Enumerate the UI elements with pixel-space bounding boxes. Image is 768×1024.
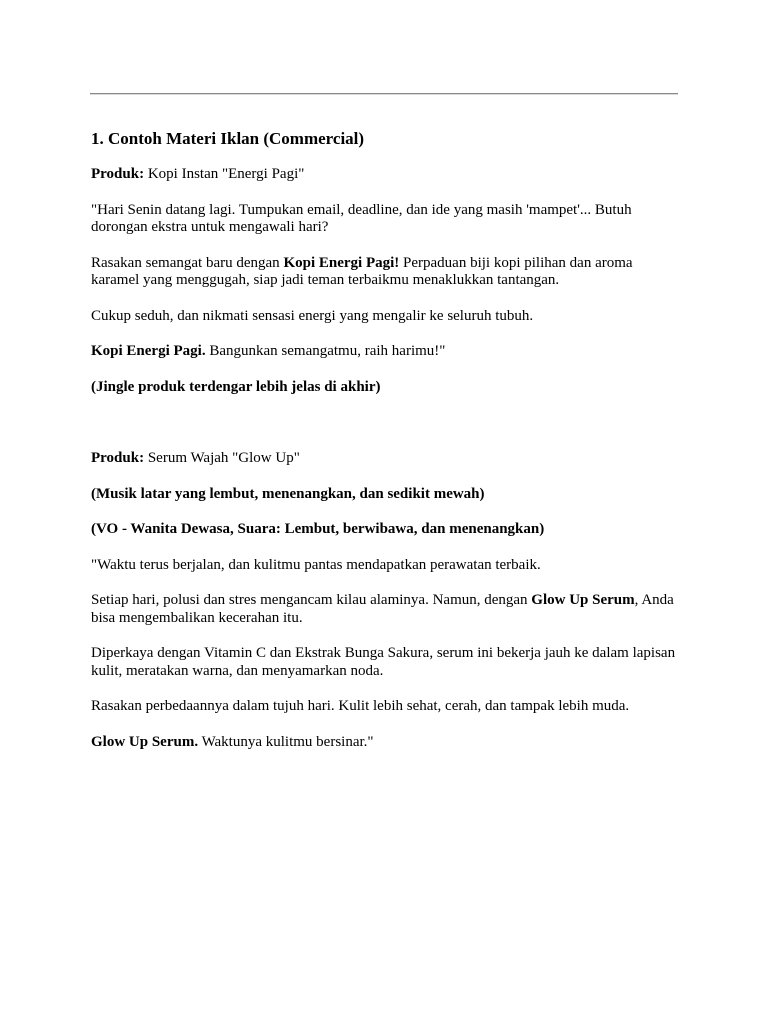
ad1-product-line [91, 166, 681, 184]
ad2-paragraph-2-rest: , Anda bisa mengembalikan kecerahan itu. [91, 592, 674, 626]
ad1-paragraph-4-brand: Kopi Energi Pagi. [91, 343, 206, 359]
section-title: 1. Contoh Materi Iklan (Commercial) [91, 129, 365, 148]
ad1-jingle-note-text: (Jingle produk terdengar lebih jelas di akhir) [91, 378, 381, 395]
ad2-paragraph-2-lead: Setiap hari, polusi dan stres mengancam kilau alaminya. Namun, dengan [91, 592, 532, 608]
ad1-paragraph-1: "Hari Senin datang lagi. Tumpukan email, deadline, dan ide yang masih 'mampet'... Butuh dorongan ekstra untuk mengawali hari? [91, 201, 632, 235]
ad2-vo-note-text: (VO - Wanita Dewasa, Suara: Lembut, berwibawa, dan menenangkan) [91, 521, 545, 537]
ad2-paragraph-5 [91, 734, 681, 752]
ad1-paragraph-2 [91, 255, 681, 290]
ad2-paragraph-1: "Waktu terus berjalan, dan kulitmu pantas mendapatkan perawatan terbaik. [91, 556, 541, 573]
ad2-music-note-text: (Musik latar yang lembut, menenangkan, dan sedikit mewah) [91, 485, 485, 502]
ad2-product-line [91, 450, 681, 468]
document-content [91, 128, 681, 751]
ad2-paragraph-2-brand: Glow Up Serum [531, 592, 635, 608]
ad1-paragraph-2-rest: Perpaduan biji kopi pilihan dan aroma karamel yang menggugah, siap jadi teman terbaikmu menaklukkan tantangan. [91, 254, 633, 288]
ad2-paragraph-4: Rasakan perbedaannya dalam tujuh hari. Kulit lebih sehat, cerah, dan tampak lebih muda. [91, 698, 630, 714]
ad1-paragraph-3: Cukup seduh, dan nikmati sensasi energi yang mengalir ke seluruh tubuh. [91, 307, 534, 324]
ad1-paragraph-2-lead: Rasakan semangat baru dengan [91, 254, 284, 271]
ad1-product-name: Kopi Instan "Energi Pagi" [144, 166, 305, 182]
ad1-paragraph-4 [91, 343, 681, 361]
horizontal-rule [90, 93, 678, 95]
ad1-paragraph-4-rest: Bangunkan semangatmu, raih harimu!" [205, 343, 446, 359]
ad2-product-name: Serum Wajah "Glow Up" [144, 450, 300, 466]
ad2-paragraph-5-brand: Glow Up Serum. [91, 733, 199, 750]
ad2-paragraph-3: Diperkaya dengan Vitamin C dan Ekstrak Bunga Sakura, serum ini bekerja jauh ke dalam lapisan kulit, meratakan warna, dan menyamarkan noda. [91, 645, 676, 679]
ad2-paragraph-5-rest: Waktunya kulitmu bersinar." [198, 733, 374, 750]
ad2-music-note [91, 486, 681, 504]
ad2-product-label: Produk: [91, 450, 145, 466]
ad1-product-label: Produk: [91, 166, 145, 182]
ad2-paragraph-2 [91, 592, 681, 627]
ad2-vo-note [91, 521, 681, 539]
ad1-paragraph-2-brand: Kopi Energi Pagi! [283, 254, 400, 271]
ad1-jingle-note [91, 379, 681, 397]
